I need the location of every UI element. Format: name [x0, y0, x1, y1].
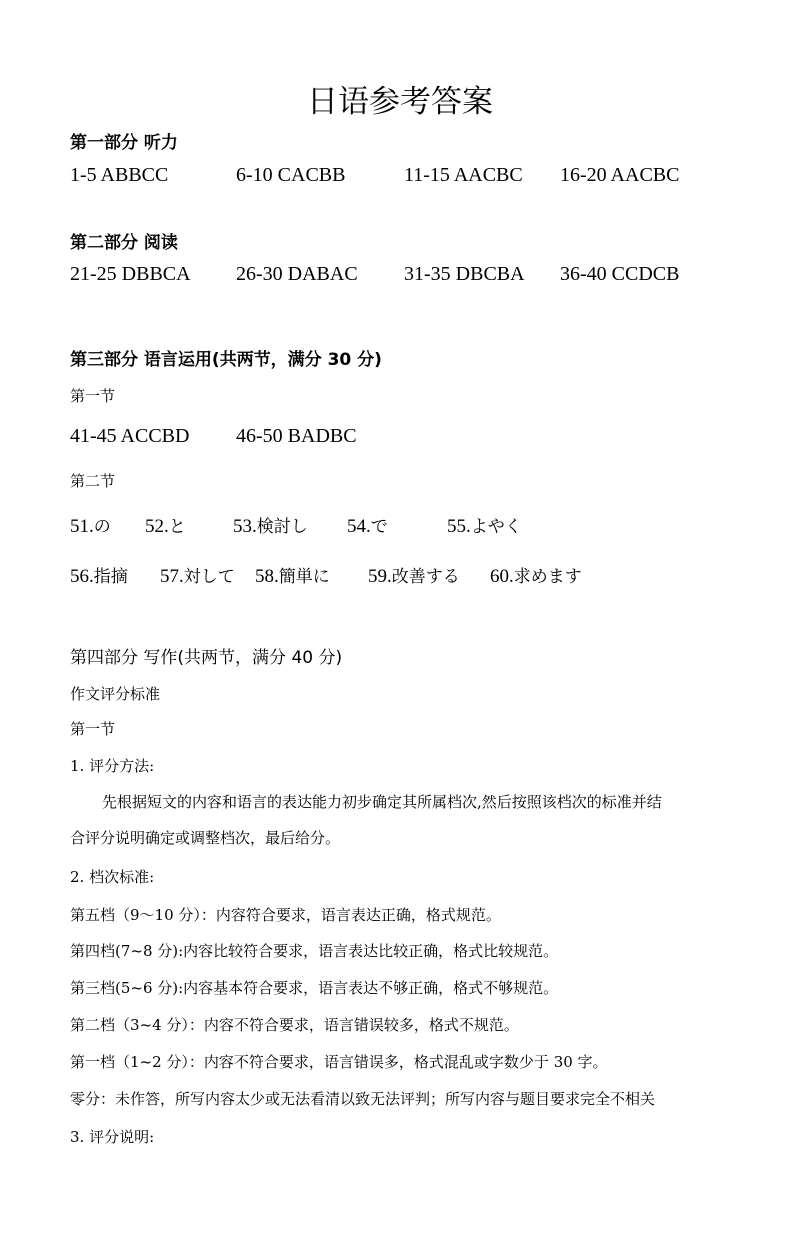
fill-number: 58.	[255, 566, 279, 587]
fill-text: 改善する	[391, 567, 460, 587]
level-item: 第四档(7~8 分):内容比较符合要求，语言表达比较正确，格式比较规范。	[70, 942, 559, 960]
fill-number: 60.	[490, 566, 514, 587]
answer-group: 21-25 DBBCA	[70, 263, 191, 285]
fill-answer	[70, 562, 128, 588]
fill-answer	[490, 562, 582, 588]
answer-group: 41-45 ACCBD	[70, 425, 190, 447]
fill-answer	[233, 512, 308, 538]
fill-number: 59.	[368, 566, 392, 587]
fill-number: 56.	[70, 566, 94, 587]
method-text: 合评分说明确定或调整档次，最后给分。	[70, 829, 341, 847]
section-label: 第一节	[70, 720, 116, 738]
fill-text: で	[370, 517, 388, 537]
answer-group: 11-15 AACBC	[404, 164, 523, 186]
fill-number: 57.	[160, 566, 184, 587]
answer-group: 16-20 AACBC	[560, 164, 680, 186]
fill-number: 52.	[145, 516, 169, 537]
fill-answer	[255, 562, 330, 588]
level-item: 零分：未作答，所写内容太少或无法看清以致无法评判；所写内容与题目要求完全不相关	[70, 1090, 656, 1108]
fill-number: 51.	[70, 516, 94, 537]
fill-number: 55.	[447, 516, 471, 537]
fill-answer	[368, 562, 460, 588]
fill-text: の	[93, 517, 111, 537]
part1-heading: 第一部分 听力	[70, 133, 178, 153]
method-heading: 1. 评分方法:	[70, 757, 155, 775]
fill-text: 簡単に	[278, 567, 330, 587]
fill-text: と	[168, 517, 186, 537]
answer-group: 6-10 CACBB	[236, 164, 346, 186]
fill-answer	[145, 512, 186, 538]
fill-answer	[347, 512, 388, 538]
part4-heading: 第四部分 写作(共两节，满分 40 分)	[70, 648, 343, 668]
answer-group: 36-40 CCDCB	[560, 263, 680, 285]
answer-group: 46-50 BADBC	[236, 425, 357, 447]
part3-heading: 第三部分 语言运用(共两节，满分 30 分)	[70, 350, 382, 370]
level-item: 第二档（3~4 分）：内容不符合要求，语言错误较多，格式不规范。	[70, 1016, 519, 1034]
level-item: 第一档（1~2 分）：内容不符合要求，语言错误多，格式混乱或字数少于 30 字。	[70, 1053, 608, 1071]
fill-text: 対して	[183, 567, 235, 587]
page-title: 日语参考答案	[307, 84, 493, 120]
section-label: 第二节	[70, 472, 116, 490]
fill-number: 54.	[347, 516, 371, 537]
fill-number: 53.	[233, 516, 257, 537]
answer-group: 1-5 ABBCC	[70, 164, 169, 186]
fill-answer	[160, 562, 235, 588]
fill-text: 検討し	[256, 517, 308, 537]
notes-heading: 3. 评分说明:	[70, 1128, 155, 1146]
answer-group: 31-35 DBCBA	[404, 263, 525, 285]
fill-text: 求めます	[513, 567, 582, 587]
fill-answer	[70, 512, 111, 538]
part2-heading: 第二部分 阅读	[70, 233, 178, 253]
level-item: 第五档（9～10 分）：内容符合要求，语言表达正确，格式规范。	[70, 906, 501, 924]
levels-heading: 2. 档次标准:	[70, 868, 155, 886]
fill-text: 指摘	[93, 567, 128, 587]
level-item: 第三档(5~6 分):内容基本符合要求，语言表达不够正确，格式不够规范。	[70, 979, 559, 997]
fill-answer	[447, 512, 522, 538]
fill-text: よやく	[470, 517, 522, 537]
section-label: 第一节	[70, 387, 116, 405]
method-text: 先根据短文的内容和语言的表达能力初步确定其所属档次,然后按照该档次的标准并结	[102, 793, 662, 811]
criteria-title: 作文评分标准	[70, 685, 161, 703]
answer-group: 26-30 DABAC	[236, 263, 358, 285]
